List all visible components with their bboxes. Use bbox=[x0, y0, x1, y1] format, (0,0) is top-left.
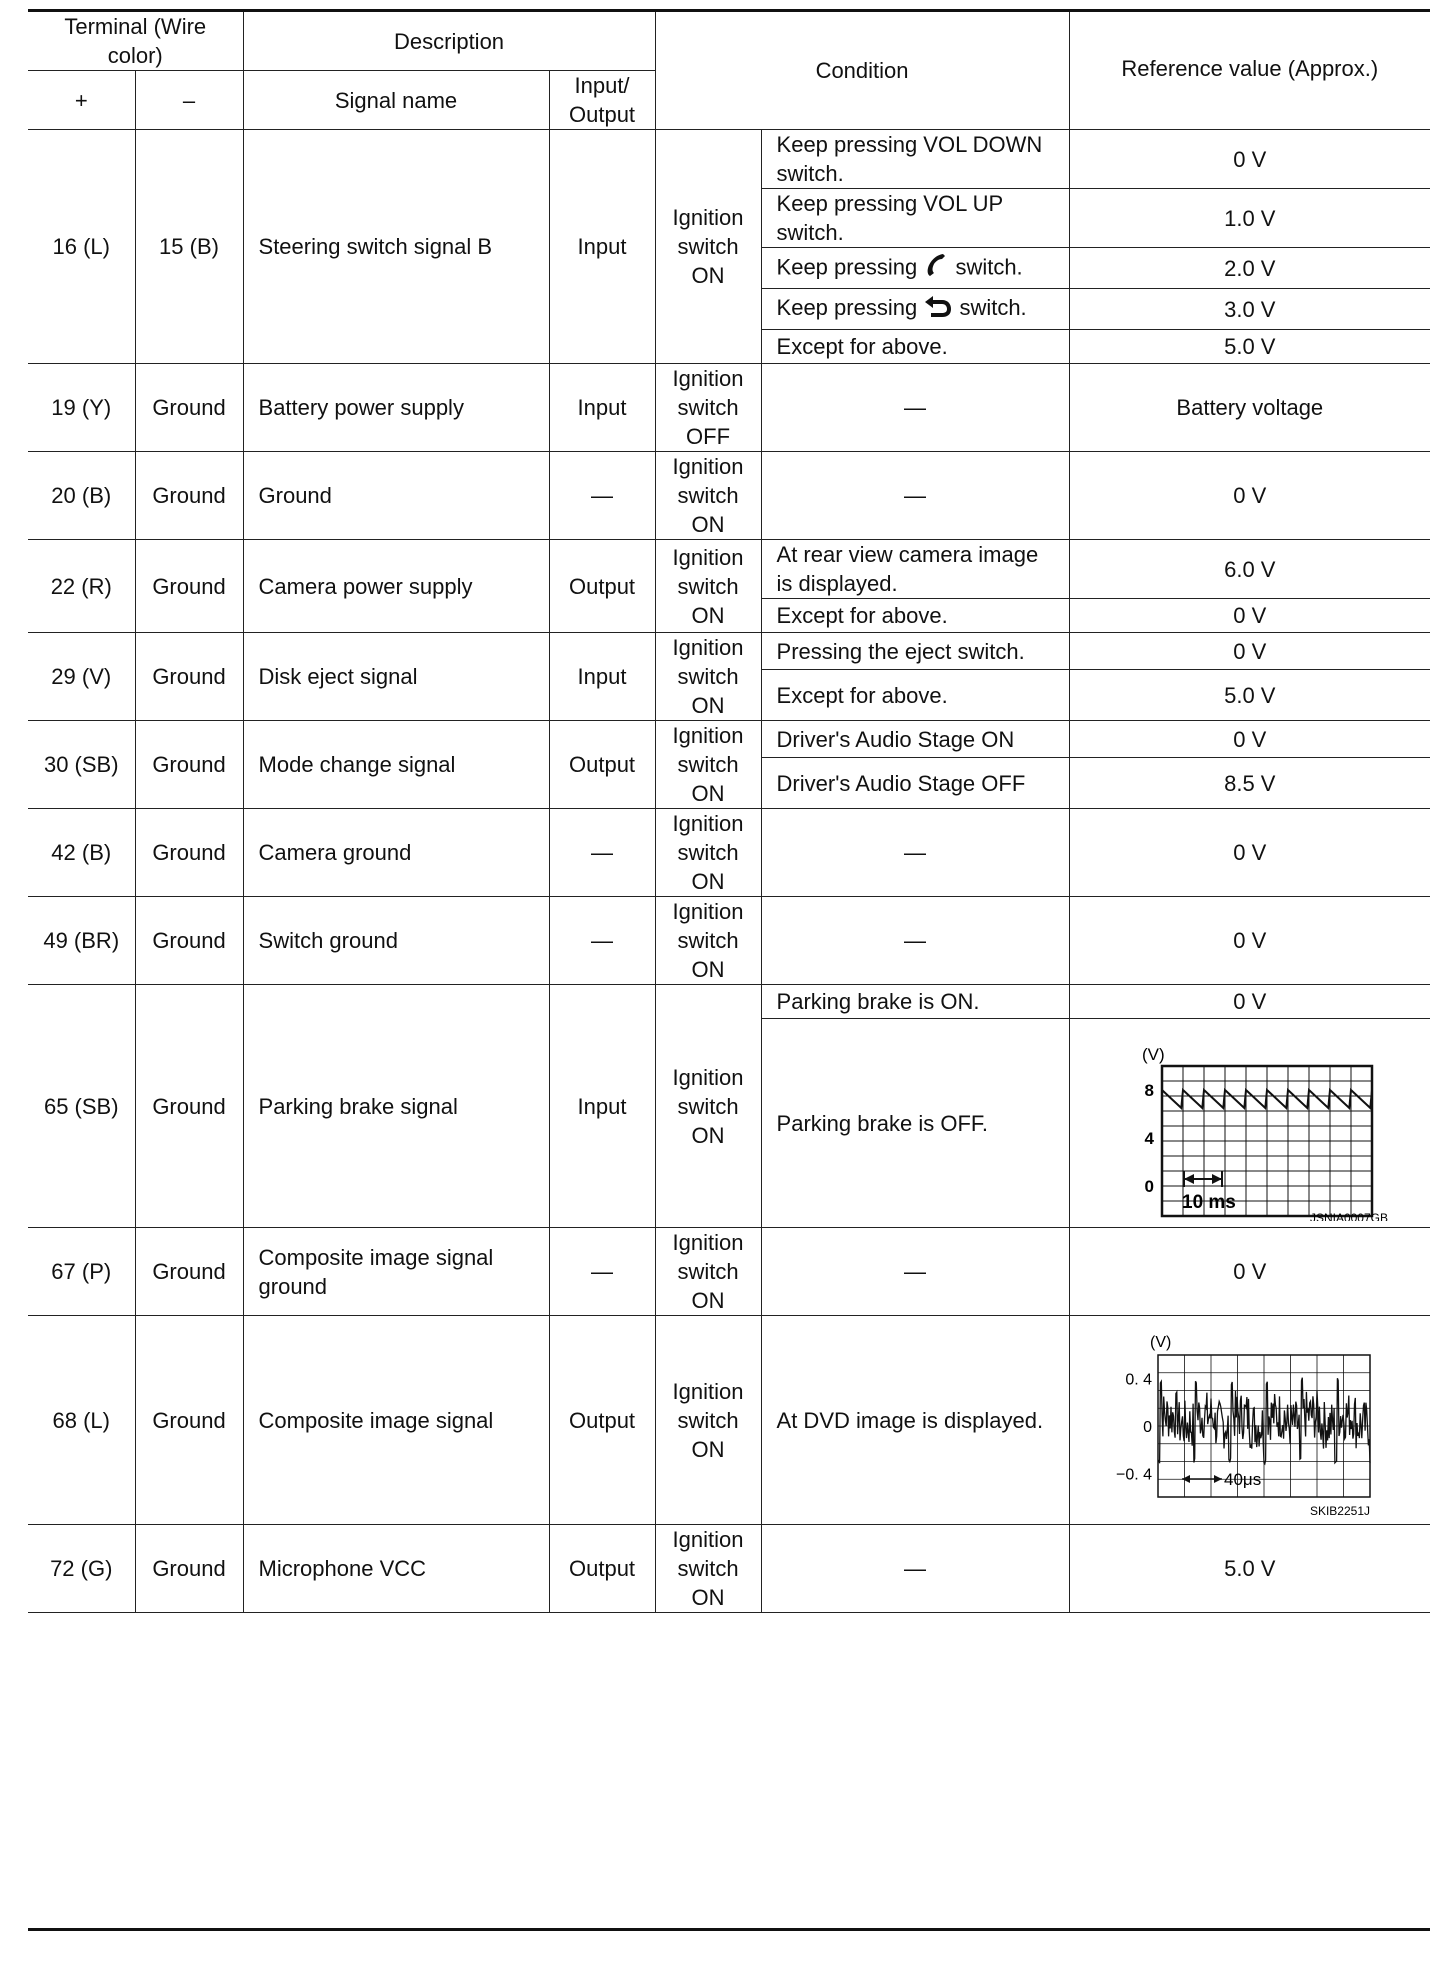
reference-value: 0 V bbox=[1069, 452, 1430, 540]
condition-detail: — bbox=[761, 364, 1069, 452]
signal-name: Battery power supply bbox=[243, 364, 549, 452]
signal-name: Camera power supply bbox=[243, 540, 549, 633]
terminal-plus: 30 (SB) bbox=[28, 721, 135, 809]
ignition-condition: Ignition switch ON bbox=[655, 809, 761, 897]
table-row bbox=[28, 721, 1430, 758]
condition-detail: Driver's Audio Stage OFF bbox=[761, 758, 1069, 809]
waveform-reference-code: SKIB2251J bbox=[1309, 1503, 1370, 1518]
ignition-condition: Ignition switch ON bbox=[655, 985, 761, 1228]
condition-detail: Except for above. bbox=[761, 599, 1069, 633]
waveform-time-label: 40μs bbox=[1223, 1469, 1262, 1489]
condition-detail: — bbox=[761, 1228, 1069, 1316]
header-terminal: Terminal (Wire color) bbox=[28, 12, 243, 71]
signal-name: Parking brake signal bbox=[243, 985, 549, 1228]
input-output: — bbox=[549, 809, 655, 897]
terminal-minus: Ground bbox=[135, 721, 243, 809]
condition-detail: Driver's Audio Stage ON bbox=[761, 721, 1069, 758]
terminal-plus: 29 (V) bbox=[28, 633, 135, 721]
time-scale-marker bbox=[1184, 1171, 1222, 1187]
reference-value: Battery voltage bbox=[1069, 364, 1430, 452]
waveform-time-label: 10 ms bbox=[1181, 1191, 1236, 1213]
input-output: Output bbox=[549, 540, 655, 633]
condition-detail: Keep pressing VOL UP switch. bbox=[761, 189, 1069, 248]
ignition-condition: Ignition switch ON bbox=[655, 1316, 761, 1525]
table-row bbox=[28, 540, 1430, 599]
y-tick-label: 0 bbox=[1144, 1176, 1154, 1196]
table-row bbox=[28, 897, 1430, 985]
terminal-minus: Ground bbox=[135, 1316, 243, 1525]
input-output: Input bbox=[549, 364, 655, 452]
terminal-reference-table bbox=[28, 12, 1430, 1613]
header-reference: Reference value (Approx.) bbox=[1069, 12, 1430, 130]
reference-value: 3.0 V bbox=[1069, 289, 1430, 330]
input-output: Output bbox=[549, 1316, 655, 1525]
ignition-condition: Ignition switch ON bbox=[655, 452, 761, 540]
signal-name: Switch ground bbox=[243, 897, 549, 985]
ignition-condition: Ignition switch ON bbox=[655, 721, 761, 809]
reference-value: 0 V bbox=[1069, 985, 1430, 1019]
input-output: — bbox=[549, 897, 655, 985]
signal-name: Mode change signal bbox=[243, 721, 549, 809]
ignition-condition: Ignition switch ON bbox=[655, 633, 761, 721]
y-tick-label: 0 bbox=[1142, 1418, 1152, 1436]
signal-name: Ground bbox=[243, 452, 549, 540]
terminal-plus: 72 (G) bbox=[28, 1525, 135, 1613]
ignition-condition: Ignition switch ON bbox=[655, 1228, 761, 1316]
reference-waveform-cell bbox=[1069, 1316, 1430, 1525]
table-row bbox=[28, 130, 1430, 189]
condition-detail: — bbox=[761, 1525, 1069, 1613]
condition-detail: Except for above. bbox=[761, 670, 1069, 721]
header-signal-name: Signal name bbox=[243, 71, 549, 130]
terminal-plus: 20 (B) bbox=[28, 452, 135, 540]
reference-value: 6.0 V bbox=[1069, 540, 1430, 599]
ignition-condition: Ignition switch ON bbox=[655, 130, 761, 364]
header-plus: + bbox=[28, 71, 135, 130]
condition-detail: — bbox=[761, 897, 1069, 985]
reference-value: 0 V bbox=[1069, 633, 1430, 670]
table-row bbox=[28, 985, 1430, 1019]
signal-name: Composite image signal ground bbox=[243, 1228, 549, 1316]
condition-detail: Parking brake is OFF. bbox=[761, 1019, 1069, 1228]
reference-value: 0 V bbox=[1069, 897, 1430, 985]
y-tick-label: 8 bbox=[1144, 1080, 1154, 1100]
time-scale-marker bbox=[1182, 1475, 1222, 1483]
y-tick-label: 0. 4 bbox=[1125, 1371, 1152, 1389]
terminal-plus: 65 (SB) bbox=[28, 985, 135, 1228]
terminal-plus: 19 (Y) bbox=[28, 364, 135, 452]
reference-value: 5.0 V bbox=[1069, 330, 1430, 364]
condition-detail: At DVD image is displayed. bbox=[761, 1316, 1069, 1525]
condition-detail: Parking brake is ON. bbox=[761, 985, 1069, 1019]
terminal-minus: Ground bbox=[135, 633, 243, 721]
condition-detail bbox=[761, 289, 1069, 330]
condition-text: Keep pressing bbox=[776, 253, 918, 279]
terminal-minus: Ground bbox=[135, 1525, 243, 1613]
input-output: — bbox=[549, 1228, 655, 1316]
reference-value: 0 V bbox=[1069, 721, 1430, 758]
input-output: — bbox=[549, 452, 655, 540]
terminal-minus: Ground bbox=[135, 452, 243, 540]
input-output: Input bbox=[549, 633, 655, 721]
header-condition: Condition bbox=[655, 12, 1069, 130]
bottom-rule bbox=[28, 1928, 1430, 1931]
condition-detail: At rear view camera image is displayed. bbox=[761, 540, 1069, 599]
signal-name: Camera ground bbox=[243, 809, 549, 897]
condition-text: Keep pressing bbox=[776, 295, 918, 321]
ignition-condition: Ignition switch ON bbox=[655, 1525, 761, 1613]
ignition-condition: Ignition switch ON bbox=[655, 540, 761, 633]
terminal-minus: Ground bbox=[135, 897, 243, 985]
terminal-minus: Ground bbox=[135, 540, 243, 633]
signal-name: Composite image signal bbox=[243, 1316, 549, 1525]
reference-value: 1.0 V bbox=[1069, 189, 1430, 248]
header-minus: – bbox=[135, 71, 243, 130]
waveform-reference-code: JSNIA0007GB bbox=[1309, 1210, 1388, 1221]
condition-text: switch. bbox=[959, 295, 1027, 321]
reference-value: 0 V bbox=[1069, 809, 1430, 897]
table-row bbox=[28, 633, 1430, 670]
table-row bbox=[28, 1228, 1430, 1316]
reference-value: 5.0 V bbox=[1069, 670, 1430, 721]
reference-value: 8.5 V bbox=[1069, 758, 1430, 809]
terminal-plus: 68 (L) bbox=[28, 1316, 135, 1525]
terminal-plus: 67 (P) bbox=[28, 1228, 135, 1316]
reference-value: 0 V bbox=[1069, 1228, 1430, 1316]
input-output: Output bbox=[549, 1525, 655, 1613]
composite-image-waveform bbox=[1100, 1323, 1400, 1518]
input-output: Input bbox=[549, 130, 655, 364]
header-description: Description bbox=[243, 12, 655, 71]
input-output: Input bbox=[549, 985, 655, 1228]
reference-value: 0 V bbox=[1069, 599, 1430, 633]
terminal-minus: Ground bbox=[135, 364, 243, 452]
ignition-condition: Ignition switch ON bbox=[655, 897, 761, 985]
reference-value: 5.0 V bbox=[1069, 1525, 1430, 1613]
condition-text: switch. bbox=[955, 253, 1023, 279]
reference-value: 0 V bbox=[1069, 130, 1430, 189]
condition-detail: Except for above. bbox=[761, 330, 1069, 364]
terminal-plus: 49 (BR) bbox=[28, 897, 135, 985]
signal-name: Disk eject signal bbox=[243, 633, 549, 721]
input-output: Output bbox=[549, 721, 655, 809]
condition-detail: Pressing the eject switch. bbox=[761, 633, 1069, 670]
waveform-unit-label: (V) bbox=[1141, 1044, 1165, 1064]
header-input-output: Input/ Output bbox=[549, 71, 655, 130]
table-row bbox=[28, 1316, 1430, 1525]
phone-handset-icon bbox=[923, 252, 949, 285]
condition-detail: — bbox=[761, 809, 1069, 897]
y-tick-label: 4 bbox=[1144, 1128, 1154, 1148]
signal-name: Microphone VCC bbox=[243, 1525, 549, 1613]
terminal-minus: Ground bbox=[135, 1228, 243, 1316]
ignition-condition: Ignition switch OFF bbox=[655, 364, 761, 452]
parking-brake-waveform bbox=[1100, 1026, 1400, 1221]
terminal-plus: 42 (B) bbox=[28, 809, 135, 897]
condition-detail: Keep pressing VOL DOWN switch. bbox=[761, 130, 1069, 189]
table-row bbox=[28, 1525, 1430, 1613]
terminal-minus: Ground bbox=[135, 809, 243, 897]
reference-waveform-cell bbox=[1069, 1019, 1430, 1228]
terminal-plus: 22 (R) bbox=[28, 540, 135, 633]
condition-detail bbox=[761, 248, 1069, 289]
terminal-minus: Ground bbox=[135, 985, 243, 1228]
condition-detail: — bbox=[761, 452, 1069, 540]
reference-value: 2.0 V bbox=[1069, 248, 1430, 289]
table-row bbox=[28, 809, 1430, 897]
terminal-minus: 15 (B) bbox=[135, 130, 243, 364]
terminal-plus: 16 (L) bbox=[28, 130, 135, 364]
waveform-unit-label: (V) bbox=[1149, 1333, 1172, 1351]
table-row bbox=[28, 364, 1430, 452]
signal-name: Steering switch signal B bbox=[243, 130, 549, 364]
table-row bbox=[28, 452, 1430, 540]
y-tick-label: −0. 4 bbox=[1115, 1465, 1152, 1483]
back-arrow-icon bbox=[923, 294, 953, 325]
